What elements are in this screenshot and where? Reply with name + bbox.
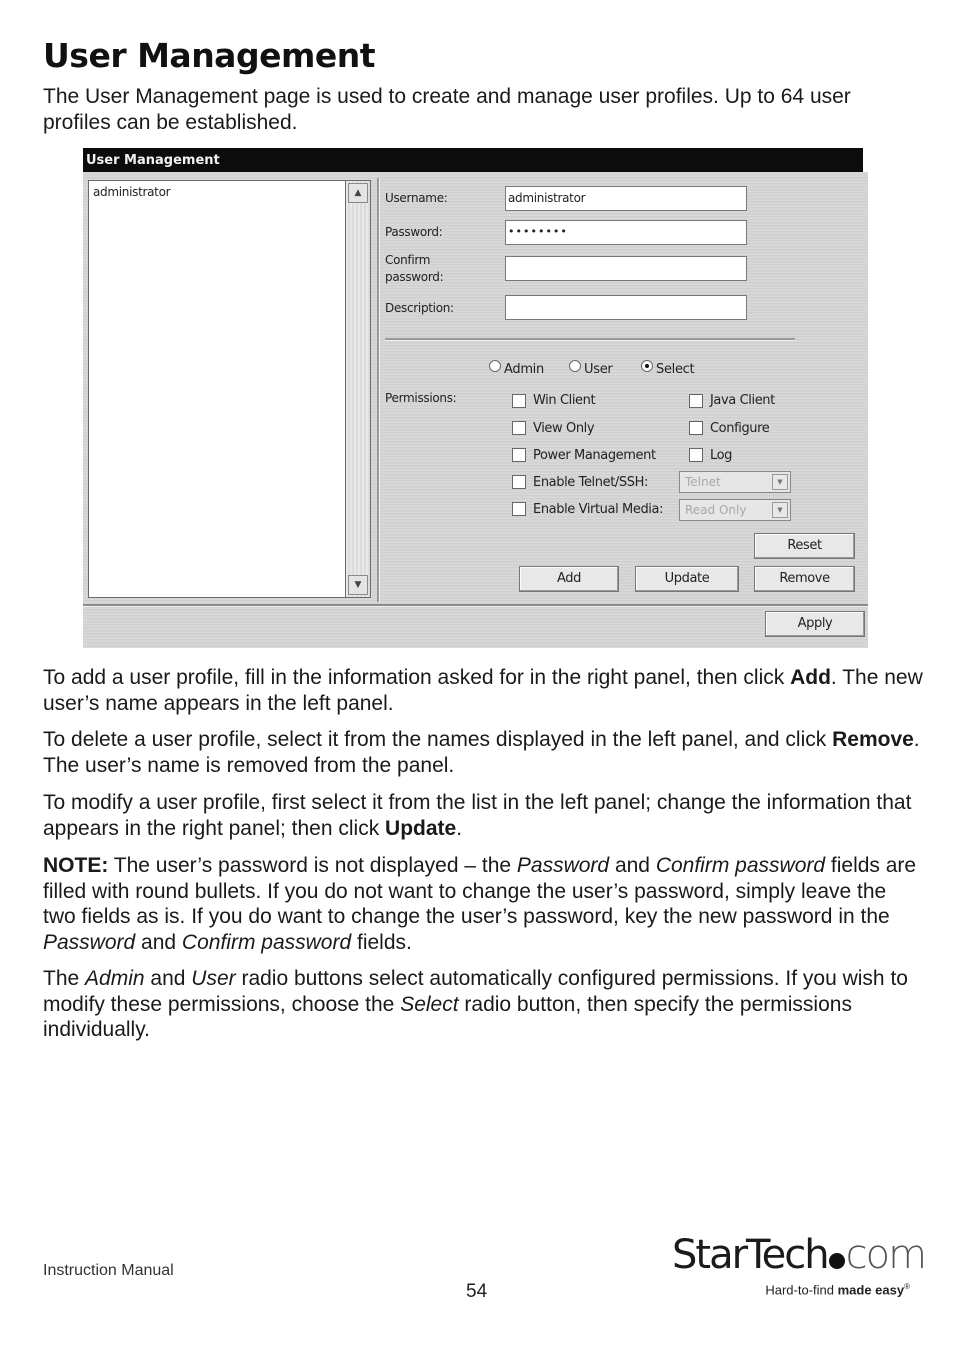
configure-label: Configure [710, 421, 770, 436]
description-field[interactable] [505, 295, 747, 320]
confirm-label-line1: Confirm [385, 253, 431, 267]
p5-text-c: radio buttons select automatically configured permissions. If you wish to modify these permissions, choose the [43, 967, 908, 1016]
telnet-select-value: Telnet [685, 475, 721, 489]
scroll-down-button[interactable]: ▼ [348, 575, 368, 595]
log-label: Log [710, 448, 733, 463]
enable-telnet-label: Enable Telnet/SSH: [533, 475, 648, 490]
bottom-divider [83, 604, 868, 607]
radio-user-label: User [584, 362, 613, 377]
username-field[interactable]: administrator [505, 186, 747, 211]
remove-button[interactable]: Remove [754, 566, 855, 592]
p2-bold: Remove [832, 728, 914, 751]
confirm-password-label [385, 252, 443, 286]
paragraph-radios [43, 966, 923, 1043]
p5-text-b: and [144, 967, 192, 990]
checkbox-java-client[interactable] [689, 394, 703, 408]
p4-italic-1: Password [516, 854, 610, 877]
reset-button[interactable]: Reset [754, 533, 855, 559]
p4-italic-2: Confirm password [655, 854, 826, 877]
user-list[interactable] [88, 180, 371, 598]
logo-tag-a: Hard-to-find [765, 1282, 838, 1298]
p2-text-b: . The user’s name is removed from the panel. [43, 728, 920, 777]
logo-dot-icon [829, 1253, 845, 1269]
p4-italic-3: Password [43, 930, 136, 954]
apply-button[interactable]: Apply [765, 611, 865, 637]
win-client-label: Win Client [533, 393, 596, 408]
radio-user-circle[interactable] [569, 360, 581, 372]
logo-star-text: StarTech [672, 1232, 828, 1278]
p4-bold: NOTE: [43, 854, 109, 877]
radio-select-label: Select [656, 362, 695, 377]
intro-text: The User Management page is used to create and manage user profiles. Up to 64 user profiles can be established. [43, 85, 851, 134]
p5-text-d: radio button, then specify the permissions individually. [43, 992, 852, 1041]
p4-italic-4: Confirm password [181, 930, 352, 954]
p4-text-c: fields are filled with round bullets. If you do not want to change the user’s password, simply leave the two fields as is. If you do want to change the user’s password, key the new password in the [43, 854, 917, 928]
virtual-media-dropdown-icon[interactable]: ▼ [772, 502, 788, 518]
p2-text-a: To delete a user profile, select it from the names displayed in the left panel, and click [43, 728, 833, 751]
startech-logo [672, 1232, 926, 1302]
checkbox-log[interactable] [689, 448, 703, 462]
confirm-password-field[interactable] [505, 256, 747, 281]
telnet-select[interactable] [679, 471, 791, 493]
p5-italic-2: User [191, 967, 236, 990]
logo-tagline [765, 1282, 910, 1297]
confirm-label-line2: password: [385, 270, 444, 284]
form-divider [385, 338, 795, 341]
page-title: User Management [43, 36, 375, 75]
p4-text-e: fields. [351, 930, 412, 954]
java-client-label: Java Client [710, 393, 775, 408]
virtual-media-select[interactable] [679, 499, 791, 521]
footer-manual-label: Instruction Manual [43, 1262, 174, 1279]
logo-wordmark [672, 1232, 925, 1278]
panel-title: User Management [83, 148, 868, 172]
checkbox-view-only[interactable] [512, 421, 526, 435]
password-label: Password: [385, 225, 443, 239]
power-management-label: Power Management [533, 448, 656, 463]
p3-text-a: To modify a user profile, first select it from the list in the left panel; change the information that appears in the right panel; then click [43, 791, 912, 840]
radio-admin-circle[interactable] [489, 360, 501, 372]
description-label: Description: [385, 301, 454, 315]
page-number: 54 [466, 1281, 488, 1302]
logo-tag-b: made easy [837, 1282, 905, 1298]
logo-reg: ® [904, 1282, 910, 1291]
view-only-label: View Only [533, 421, 595, 436]
p5-text-a: The [43, 967, 86, 990]
paragraph-note [43, 853, 923, 955]
p1-text-a: To add a user profile, fill in the information asked for in the right panel, then click [43, 666, 791, 689]
p5-italic-1: Admin [85, 967, 145, 990]
paragraph-remove [43, 727, 923, 778]
telnet-dropdown-icon[interactable]: ▼ [772, 474, 788, 490]
virtual-media-select-value: Read Only [685, 503, 747, 517]
add-button[interactable]: Add [519, 566, 619, 592]
checkbox-enable-virtual-media[interactable] [512, 502, 526, 516]
permissions-label: Permissions: [385, 391, 457, 405]
user-management-screenshot [83, 148, 868, 648]
enable-virtual-media-label: Enable Virtual Media: [533, 502, 664, 517]
radio-admin-label: Admin [504, 362, 544, 377]
p5-italic-3: Select [400, 992, 459, 1016]
user-list-scrollbar[interactable] [345, 180, 371, 598]
radio-select-circle[interactable] [641, 360, 653, 372]
p4-text-b: and [609, 854, 656, 877]
checkbox-configure[interactable] [689, 421, 703, 435]
paragraph-update [43, 790, 923, 841]
p1-bold: Add [790, 666, 831, 689]
username-label: Username: [385, 191, 448, 205]
password-field[interactable]: •••••••• [505, 220, 747, 245]
p1-text-b: . The new user’s name appears in the left panel. [43, 666, 923, 715]
p4-text-a: The user’s password is not displayed – the [108, 854, 517, 877]
panel-divider [377, 178, 380, 602]
scroll-up-button[interactable]: ▲ [348, 183, 368, 203]
checkbox-win-client[interactable] [512, 394, 526, 408]
p3-bold: Update [385, 816, 457, 840]
user-list-item[interactable]: administrator [93, 185, 171, 199]
logo-com-text: com [845, 1232, 926, 1278]
update-button[interactable]: Update [635, 566, 739, 592]
p3-text-b: . [456, 816, 463, 840]
p4-text-d: and [135, 930, 182, 954]
checkbox-enable-telnet[interactable] [512, 475, 526, 489]
checkbox-power-management[interactable] [512, 448, 526, 462]
paragraph-add [43, 665, 923, 716]
